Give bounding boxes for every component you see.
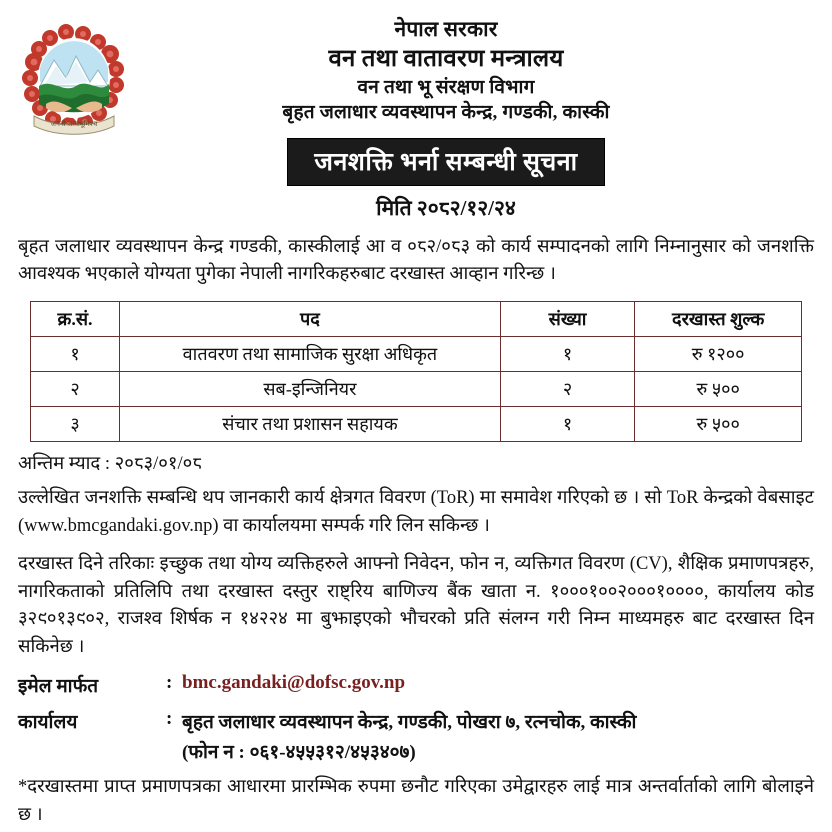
table-header-row (31, 302, 802, 337)
contact-email-row (18, 672, 814, 698)
contact-office-separator: : (166, 707, 173, 729)
cell-count: १ (500, 337, 634, 372)
header-ministry: वन तथा वातावरण मन्त्रालय (328, 45, 564, 72)
table-row (31, 372, 802, 407)
cell-count: १ (500, 407, 634, 442)
cell-fee: रु ५०० (635, 407, 802, 442)
table-row (31, 337, 802, 372)
application-method-paragraph: दरखास्त दिने तरिकाः इच्छुक तथा योग्य व्यक्तिहरुले आफ्नो निवेदन, फोन न, व्यक्तिगत विवरण (CV), शैक्षिक प्रमाणपत्रहरु, नागरिकताको प्रतिलिपि तथा दरखास्त दस्तुर राष्ट्रिय बाणिज्य बैंक खाता न. १०००१००२०००१००००, कार्यालय कोड ३२९०१३९०२, राजश्व शिर्षक न १४२२४ मा बुझाइएको भौचरको प्रति संलग्न गरी निम्न माध्यमहरु बाट दरखास्त दिन सकिनेछ । (18, 553, 814, 658)
column-header-post: पद (120, 302, 501, 337)
tor-paragraph: उल्लेखित जनशक्ति सम्बन्धि थप जानकारी कार्य क्षेत्रगत विवरण (ToR) मा समावेश गरिएको छ । सो ToR केन्द्रको वेबसाइट (www.bmcgandaki.gov.np) वा कार्यालयमा सम्पर्क गरि लिन सकिन्छ । (18, 488, 814, 537)
header-government: नेपाल सरकार (394, 17, 498, 41)
contact-phone: (फोन न : ०६१-४५५३१२/४५३४०७) (182, 741, 416, 763)
cell-sn: १ (31, 337, 120, 372)
deadline-text: अन्तिम म्याद : २०८३/०१/०८ (18, 454, 202, 475)
intro-paragraph: बृहत जलाधार व्यवस्थापन केन्द्र गण्डकी, कास्कीलाई आ व ०८२/०८३ को कार्य सम्पादनको लागि निम्नानुसार को जनशक्ति आवश्यक भएकाले योग्यता पुगेका नेपाली नागरिकहरुबाट दरखास्त आव्हान गरिन्छ । (18, 236, 814, 285)
notice-title: जनशक्ति भर्ना सम्बन्धी सूचना (287, 138, 604, 186)
contact-office-value: बृहत जलाधार व्यवस्थापन केन्द्र, गण्डकी, पोखरा ७, रत्नचोक, कास्की (182, 711, 637, 733)
cell-post: संचार तथा प्रशासन सहायक (120, 407, 501, 442)
svg-text:जननी जन्मभूमिश्च: जननी जन्मभूमिश्च (50, 120, 98, 128)
cell-sn: २ (31, 372, 120, 407)
contact-email-label: इमेल मार्फत (18, 675, 99, 697)
cell-post: वातवरण तथा सामाजिक सुरक्षा अधिकृत (120, 337, 501, 372)
cell-fee: रु ५०० (635, 372, 802, 407)
header-department: वन तथा भू संरक्षण विभाग (357, 77, 535, 99)
column-header-sn: क्र.सं. (31, 302, 120, 337)
contact-email-separator: : (166, 671, 173, 693)
contact-office-label: कार्यालय (18, 711, 78, 733)
contact-office-row (18, 708, 814, 734)
cell-count: २ (500, 372, 634, 407)
document-header (14, 10, 818, 126)
cell-post: सब-इन्जिनियर (120, 372, 501, 407)
cell-fee: रु १२०० (635, 337, 802, 372)
contact-email-value[interactable]: bmc.gandaki@dofsc.gov.np (182, 671, 406, 693)
footnote-text: *दरखास्तमा प्राप्त प्रमाणपत्रका आधारमा प्रारम्भिक रुपमा छनौट गरिएका उमेद्वारहरु लाई मात्र अन्तर्वार्ताको लागि बोलाइने छ । (18, 776, 814, 825)
notice-title-wrap (14, 126, 818, 186)
vacancy-table (30, 301, 802, 442)
cell-sn: ३ (31, 407, 120, 442)
column-header-count: संख्या (500, 302, 634, 337)
table-row (31, 407, 802, 442)
column-header-fee: दरखास्त शुल्क (635, 302, 802, 337)
header-office: बृहत जलाधार व्यवस्थापन केन्द्र, गण्डकी, कास्की (282, 102, 610, 124)
notice-date: मिति २०८२/१२/२४ (376, 195, 516, 220)
nepal-government-emblem-icon (20, 16, 130, 141)
